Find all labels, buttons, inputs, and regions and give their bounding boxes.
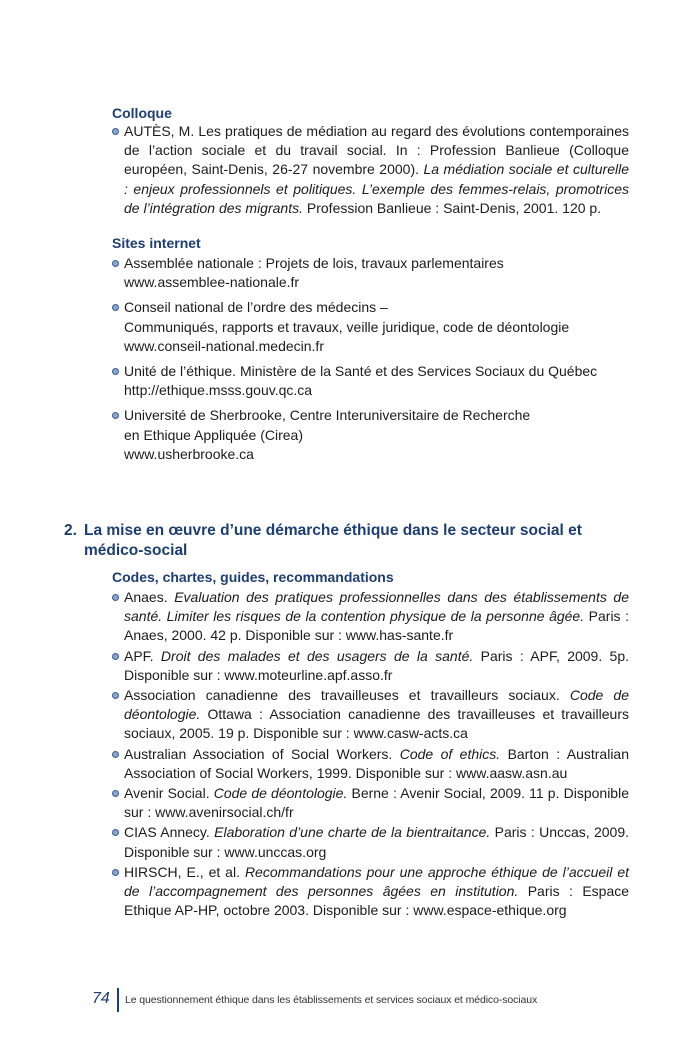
section-sites-internet: [112, 234, 629, 464]
reference-title: Elaboration d’une charte de la bientraitance.: [214, 824, 491, 841]
reference-item: [112, 823, 629, 861]
section-colloque: [112, 104, 629, 218]
footer-divider: [117, 988, 119, 1012]
round-bullet-icon: [112, 594, 119, 601]
reference-text: AUTÈS, M. Les pratiques de médiation au regard des évolutions contemporaines de l’action sociale et du travail social. In : Profession Banlieue (Colloque européen, Saint-Denis, 26-27 novembre 2000).: [124, 123, 629, 178]
reference-item: [112, 686, 629, 744]
round-bullet-icon: [112, 869, 119, 876]
reference-author: CIAS Annecy.: [124, 824, 210, 841]
reference-title: Recommandations pour une approche éthique de l’accueil et de l’accompagnement des personnes âgées en institution.: [124, 863, 630, 900]
site-name: Université de Sherbrooke, Centre Interuniversitaire de Recherche: [124, 407, 531, 424]
round-bullet-icon: [112, 260, 119, 267]
reference-publisher: Ottawa : Association canadienne des travailleuses et travailleurs sociaux, 2005. 19 p. Disponible sur : www.casw-acts.ca: [124, 706, 629, 742]
site-name: Assemblée nationale : Projets de lois, travaux parlementaires: [124, 255, 504, 272]
reference-author: Avenir Social.: [124, 785, 210, 802]
sites-heading: Sites internet: [112, 235, 201, 252]
round-bullet-icon: [112, 128, 119, 135]
reference-title: Code of ethics.: [399, 745, 501, 762]
reference-publisher: Paris : Unccas, 2009. Disponible sur : www.unccas.org: [124, 824, 630, 860]
reference-publisher: Barton : Australian Association of Social Workers, 1999. Disponible sur : www.aasw.asn.au: [124, 745, 630, 781]
round-bullet-icon: [112, 790, 119, 797]
reference-item: [112, 647, 629, 685]
round-bullet-icon: [112, 412, 119, 419]
reference-title: Evaluation des pratiques professionnelles dans des établissements de santé. Limiter les risques de la contention physique de la personne âgée.: [124, 589, 630, 625]
section-number: 2.: [64, 521, 77, 539]
reference-author: Anaes.: [124, 589, 168, 605]
reference-item: [112, 863, 629, 921]
section-codes: [112, 568, 629, 921]
reference-publisher: Paris : Espace Ethique AP-HP, octobre 2003. Disponible sur : www.espace-ethique.org: [124, 883, 630, 919]
reference-title: Droit des malades et des usagers de la santé.: [160, 647, 474, 664]
site-name-cont: en Ethique Appliquée (Cirea): [124, 426, 304, 443]
reference-author: Australian Association of Social Workers.: [124, 745, 393, 762]
section-title: La mise en œuvre d’une démarche éthique dans le secteur social et médico-social: [84, 521, 582, 559]
page-number: 74: [92, 990, 110, 1007]
page-footer: [92, 988, 652, 1012]
reference-publisher: Paris : Anaes, 2000. 42 p. Disponible sur : www.has-sante.fr: [124, 608, 629, 644]
round-bullet-icon: [112, 368, 119, 375]
site-url[interactable]: www.usherbrooke.ca: [124, 445, 254, 462]
site-url[interactable]: www.assemblee-nationale.fr: [124, 274, 300, 291]
codes-list: [112, 588, 629, 920]
reference-author: APF.: [124, 647, 154, 664]
reference-author: HIRSCH, E., et al.: [124, 863, 240, 880]
reference-publisher: Berne : Avenir Social, 2009. 11 p. Disponible sur : www.avenirsocial.ch/fr: [124, 785, 629, 821]
site-url[interactable]: http://ethique.msss.gouv.qc.ca: [124, 382, 313, 399]
site-name: Unité de l’éthique. Ministère de la Santé et des Services Sociaux du Québec: [124, 363, 598, 380]
colloque-list: [112, 122, 629, 218]
reference-title: La médiation sociale et culturelle : enjeux professionnels et politiques. L’exemple des femmes-relais, promotrices de l’intégration des migrants.: [124, 161, 629, 216]
site-item: [112, 298, 629, 356]
reference-item: [112, 745, 629, 783]
site-item: [112, 406, 629, 464]
reference-author: Association canadienne des travailleuses et travailleurs sociaux.: [124, 687, 560, 704]
round-bullet-icon: [112, 751, 119, 758]
round-bullet-icon: [112, 829, 119, 836]
sites-list: [112, 254, 629, 464]
site-url[interactable]: www.conseil-national.medecin.fr: [124, 337, 324, 354]
colloque-heading: Colloque: [112, 105, 172, 121]
round-bullet-icon: [112, 692, 119, 699]
site-name: Conseil national de l’ordre des médecins –: [124, 299, 388, 316]
reference-item: [112, 784, 629, 822]
reference-title: Code de déontologie.: [124, 687, 629, 723]
round-bullet-icon: [112, 304, 119, 311]
section-2-heading: [64, 521, 632, 561]
site-item: [112, 254, 629, 292]
round-bullet-icon: [112, 653, 119, 660]
reference-item: [112, 588, 629, 646]
reference-title: Code de déontologie.: [213, 785, 348, 802]
running-title: Le questionnement éthique dans les établissements et services sociaux et médico-sociaux: [125, 994, 538, 1006]
references-upper: [112, 104, 629, 470]
site-description: Communiqués, rapports et travaux, veille juridique, code de déontologie: [124, 318, 570, 335]
reference-item: [112, 122, 629, 218]
reference-publisher: Paris : APF, 2009. 5p. Disponible sur : www.moteurline.apf.asso.fr: [124, 647, 630, 683]
site-item: [112, 362, 629, 400]
reference-publisher: Profession Banlieue : Saint-Denis, 2001. 120 p.: [306, 199, 602, 216]
codes-heading: Codes, chartes, guides, recommandations: [112, 569, 394, 585]
